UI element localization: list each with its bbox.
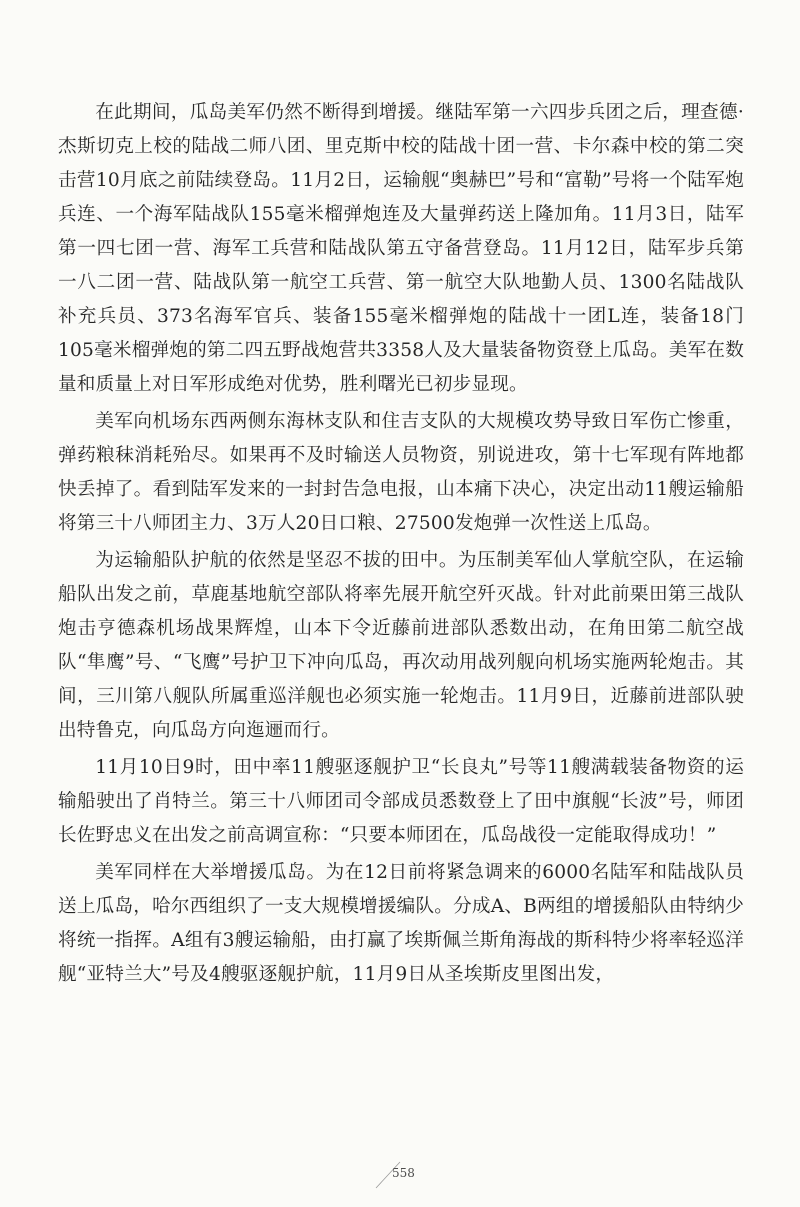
paragraph-2: 美军向机场东西两侧东海林支队和住吉支队的大规模攻势导致日军伤亡惨重，弹药粮秣消耗殆尽。如果再不及时输送人员物资，别说进攻，第十七军现有阵地都快丢掉了。看到陆军发来的一封封告急电报，山本痛下决心，决定出动11艘运输船将第三十八师团主力、3万人20日口粮、27500发炮弹一次性送上瓜岛。 xyxy=(58,411,744,534)
paragraph-3: 为运输船队护航的依然是坚忍不拔的田中。为压制美军仙人掌航空队，在运输船队出发之前，草鹿基地航空部队将率先展开航空歼灭战。针对此前栗田第三战队炮击亨德森机场战果辉煌，山本下令近藤前进部队悉数出动，在角田第二航空战队“隼鹰”号、“飞鹰”号护卫下冲向瓜岛，再次动用战列舰向机场实施两轮炮击。其间，三川第八舰队所属重巡洋舰也必须实施一轮炮击。11月9日，近藤前进部队驶出特鲁克，向瓜岛方向迤逦而行。 xyxy=(58,550,744,741)
paragraph-4: 11月10日9时，田中率11艘驱逐舰护卫“长良丸”号等11艘满载装备物资的运输船驶出了肖特兰。第三十八师团司令部成员悉数登上了田中旗舰“长波”号，师团长佐野忠义在出发之前高调宣称：“只要本师团在，瓜岛战役一定能取得成功！” xyxy=(58,757,744,846)
paragraph-1: 在此期间，瓜岛美军仍然不断得到增援。继陆军第一六四步兵团之后，理查德·杰斯切克上校的陆战二师八团、里克斯中校的陆战十团一营、卡尔森中校的第二突击营10月底之前陆续登岛。11月2日，运输舰“奥赫巴”号和“富勒”号将一个陆军炮兵连、一个海军陆战队155毫米榴弹炮连及大量弹药送上隆加角。11月3日，陆军第一四七团一营、海军工兵营和陆战队第五守备营登岛。11月12日，陆军步兵第一八二团一营、陆战队第一航空工兵营、第一航空大队地勤人员、1300名陆战队补充兵员、373名海军官兵、装备155毫米榴弹炮的陆战十一团L连，装备18门105毫米榴弹炮的第二四五野战炮营共3358人及大量装备物资登上瓜岛。美军在数量和质量上对日军形成绝对优势，胜利曙光已初步显现。 xyxy=(58,102,744,395)
page-footer xyxy=(0,1158,800,1198)
page-number: 558 xyxy=(392,1166,415,1180)
body-text xyxy=(58,96,744,995)
paragraph-5: 美军同样在大举增援瓜岛。为在12日前将紧急调来的6000名陆军和陆战队员送上瓜岛，哈尔西组织了一支大规模增援编队。分成A、B两组的增援船队由特纳少将统一指挥。A组有3艘运输船，由打赢了埃斯佩兰斯角海战的斯科特少将率轻巡洋舰“亚特兰大”号及4艘驱逐舰护航，11月9日从圣埃斯皮里图出发， xyxy=(58,862,744,985)
